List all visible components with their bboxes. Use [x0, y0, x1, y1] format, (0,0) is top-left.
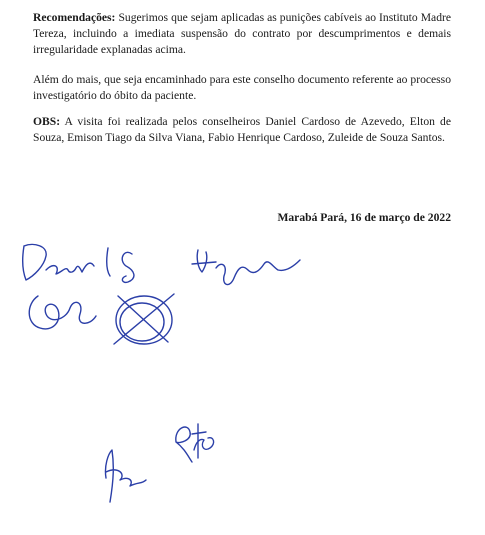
obs-label: OBS:: [33, 115, 61, 128]
recommendations-paragraph: [33, 10, 451, 58]
signature-crossed-circle: [18, 282, 178, 352]
recommendations-text: Sugerimos que sejam aplicadas as punições cabíveis ao Instituto Madre Tereza, incluindo a imediata suspensão do contrato por descumprimentos e demais irregularidade explanadas acima.: [33, 11, 451, 56]
recommendations-label: Recomendações:: [33, 11, 116, 24]
obs-paragraph: [33, 114, 451, 146]
request-paragraph: [33, 72, 451, 104]
request-text: Além do mais, que seja encaminhado para este conselho documento referente ao processo investigatório do óbito da paciente.: [33, 73, 451, 102]
obs-text: A visita foi realizada pelos conselheiros Daniel Cardoso de Azevedo, Elton de Souza, Emison Tiago da Silva Viana, Fabio Henrique Cardoso, Zuleide de Souza Santos.: [33, 115, 451, 144]
signature-lower: [100, 418, 220, 508]
date-line: Marabá Pará, 16 de março de 2022: [277, 211, 451, 224]
